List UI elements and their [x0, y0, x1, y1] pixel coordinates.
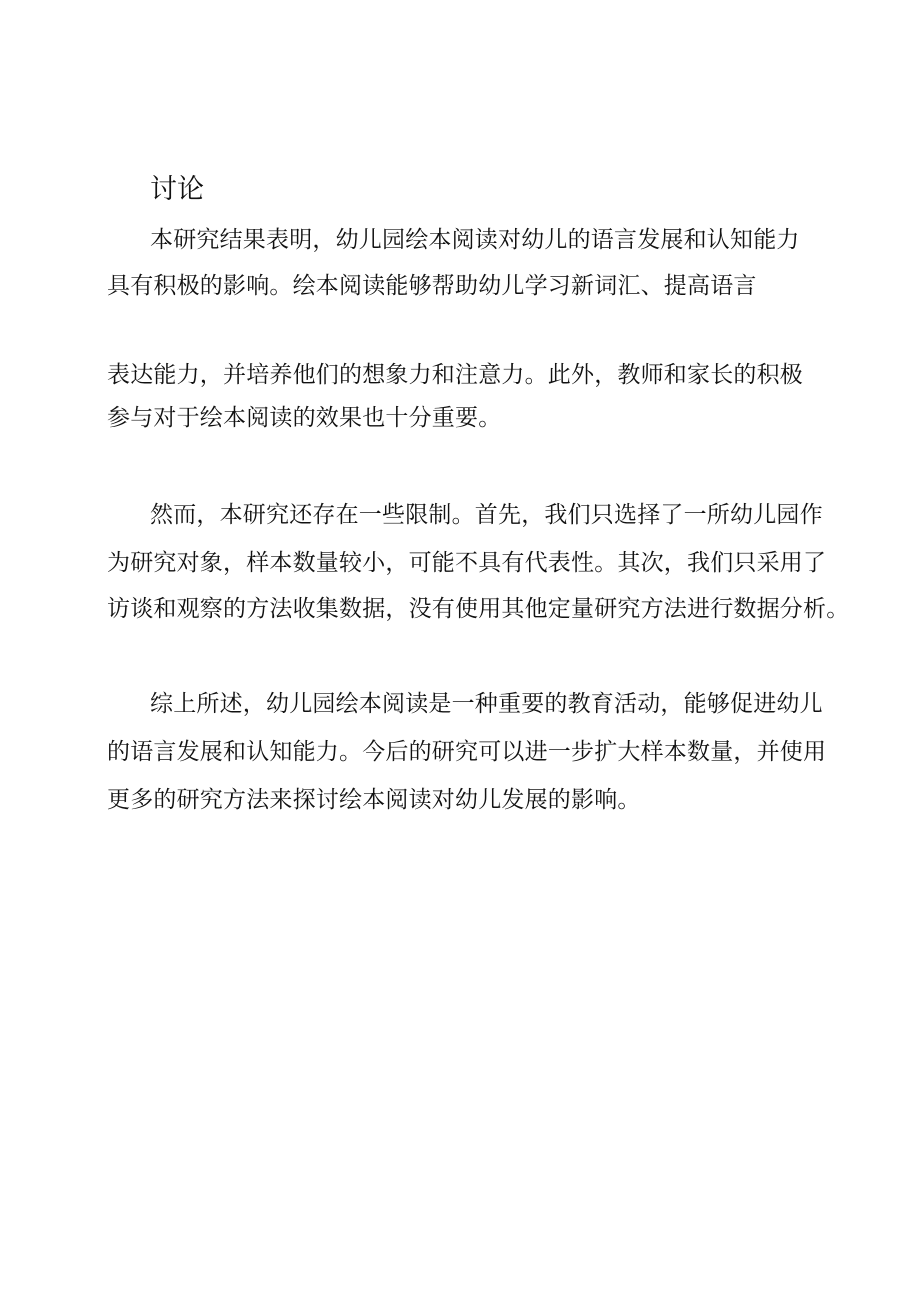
- paragraph-3-line-3: 访谈和观察的方法收集数据，没有使用其他定量研究方法进行数据分析。: [107, 596, 850, 622]
- paragraph-4-line-1: 综上所述，幼儿园绘本阅读是一种重要的教育活动，能够促进幼儿: [150, 691, 823, 717]
- paragraph-2-line-1: 表达能力，并培养他们的想象力和注意力。此外，教师和家长的积极: [107, 362, 803, 388]
- paragraph-1-line-1: 本研究结果表明，幼儿园绘本阅读对幼儿的语言发展和认知能力: [150, 227, 800, 253]
- section-heading: 讨论: [150, 174, 204, 205]
- paragraph-4-line-2: 的语言发展和认知能力。今后的研究可以进一步扩大样本数量，并使用: [107, 739, 827, 765]
- paragraph-1-line-2: 具有积极的影响。绘本阅读能够帮助幼儿学习新词汇、提高语言: [107, 273, 757, 299]
- paragraph-3-line-2: 为研究对象，样本数量较小，可能不具有代表性。其次，我们只采用了: [107, 550, 827, 576]
- paragraph-3-line-1: 然而，本研究还存在一些限制。首先，我们只选择了一所幼儿园作: [150, 502, 823, 528]
- paragraph-2-line-2: 参与对于绘本阅读的效果也十分重要。: [107, 405, 502, 431]
- paragraph-4-line-3: 更多的研究方法来探讨绘本阅读对幼儿发展的影响。: [107, 787, 641, 813]
